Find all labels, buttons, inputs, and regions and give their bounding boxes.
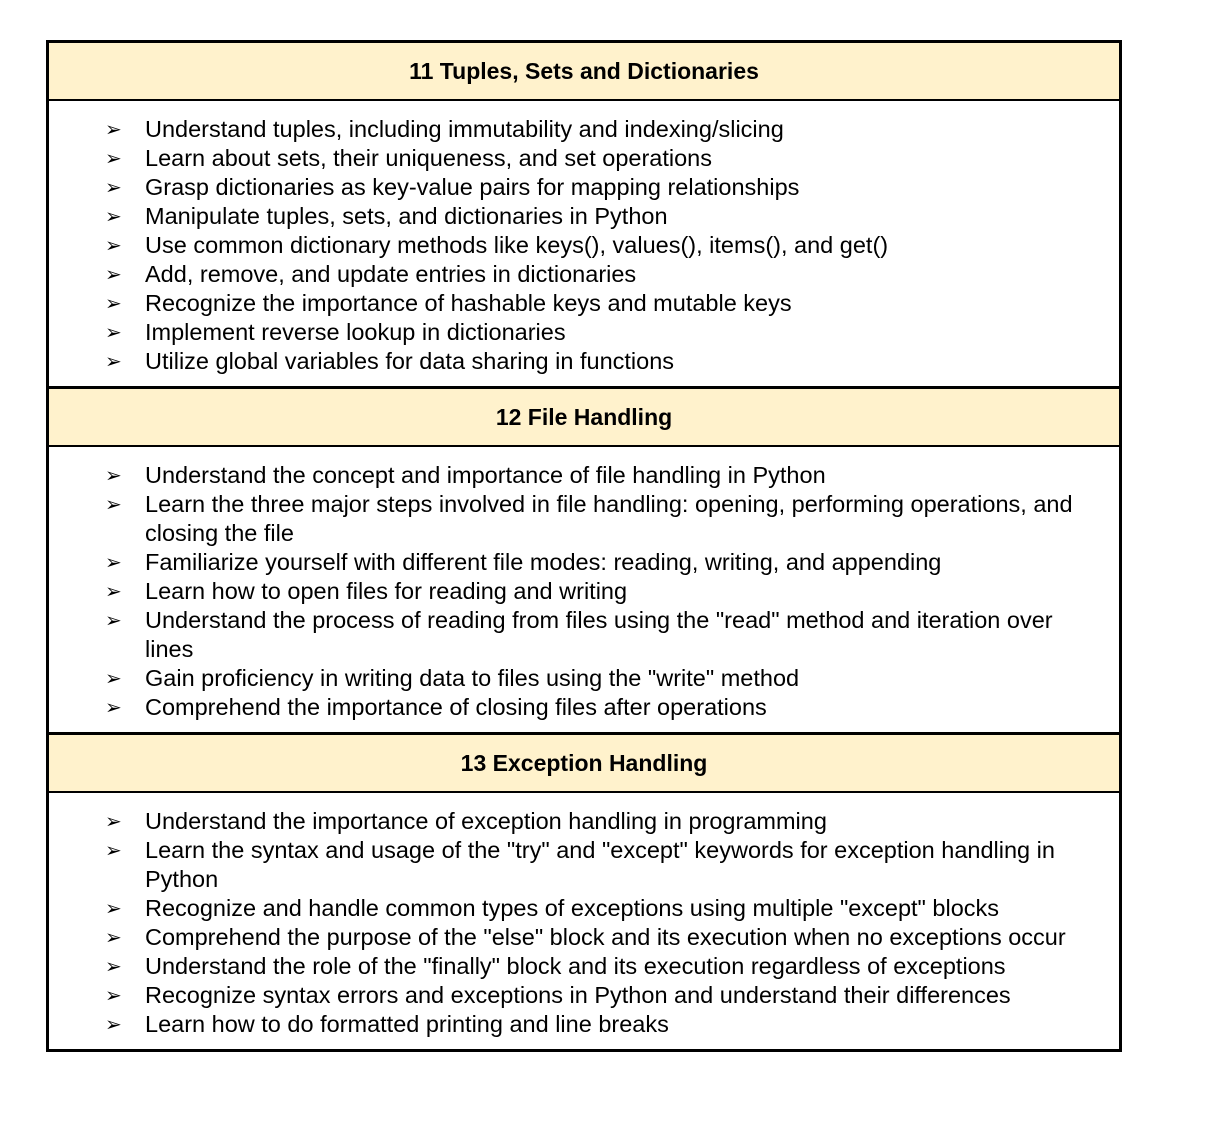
list-item (105, 894, 1095, 923)
list-item-text: Understand tuples, including immutability and indexing/slicing (145, 116, 784, 142)
list-item-text: Use common dictionary methods like keys(), values(), items(), and get() (145, 232, 889, 258)
section-title: 12 File Handling (49, 389, 1119, 447)
section-tuples-sets-dictionaries (49, 43, 1119, 389)
list-item-text: Grasp dictionaries as key-value pairs for mapping relationships (145, 174, 800, 200)
arrow-bullet-icon: ➢ (105, 666, 122, 690)
section-exception-handling (49, 735, 1119, 1049)
list-item (105, 260, 1095, 289)
list-item-text: Recognize syntax errors and exceptions in Python and understand their differences (145, 982, 1011, 1008)
list-item (105, 347, 1095, 376)
list-item-text: Learn the three major steps involved in file handling: opening, performing operations, and closing the file (145, 491, 1073, 546)
list-item (105, 923, 1095, 952)
list-item-text: Understand the concept and importance of file handling in Python (145, 462, 826, 488)
arrow-bullet-icon: ➢ (105, 463, 122, 487)
list-item (105, 173, 1095, 202)
arrow-bullet-icon: ➢ (105, 204, 122, 228)
list-item (105, 490, 1095, 548)
list-item-text: Gain proficiency in writing data to files using the "write" method (145, 665, 800, 691)
list-item (105, 144, 1095, 173)
list-item-text: Implement reverse lookup in dictionaries (145, 319, 566, 345)
list-item-text: Add, remove, and update entries in dictionaries (145, 261, 637, 287)
list-item (105, 606, 1095, 664)
arrow-bullet-icon: ➢ (105, 695, 122, 719)
arrow-bullet-icon: ➢ (105, 579, 122, 603)
list-item (105, 461, 1095, 490)
list-item (105, 1010, 1095, 1039)
list-item-text: Understand the role of the "finally" block and its execution regardless of exceptions (145, 953, 1006, 979)
list-item (105, 115, 1095, 144)
objective-list (105, 807, 1095, 1039)
arrow-bullet-icon: ➢ (105, 117, 122, 141)
arrow-bullet-icon: ➢ (105, 954, 122, 978)
list-item-text: Comprehend the purpose of the "else" block and its execution when no exceptions occur (145, 924, 1066, 950)
list-item-text: Understand the process of reading from files using the "read" method and iteration over lines (145, 607, 1053, 662)
section-title: 11 Tuples, Sets and Dictionaries (49, 43, 1119, 101)
list-item-text: Comprehend the importance of closing files after operations (145, 694, 767, 720)
section-body (49, 447, 1119, 735)
list-item (105, 202, 1095, 231)
list-item-text: Learn how to do formatted printing and line breaks (145, 1011, 669, 1037)
list-item (105, 318, 1095, 347)
list-item (105, 952, 1095, 981)
objective-list (105, 461, 1095, 722)
syllabus-table (46, 40, 1122, 1052)
list-item-text: Manipulate tuples, sets, and dictionaries in Python (145, 203, 668, 229)
arrow-bullet-icon: ➢ (105, 349, 122, 373)
list-item (105, 981, 1095, 1010)
arrow-bullet-icon: ➢ (105, 608, 122, 632)
arrow-bullet-icon: ➢ (105, 233, 122, 257)
arrow-bullet-icon: ➢ (105, 550, 122, 574)
list-item-text: Understand the importance of exception handling in programming (145, 808, 827, 834)
arrow-bullet-icon: ➢ (105, 291, 122, 315)
section-title: 13 Exception Handling (49, 735, 1119, 793)
list-item-text: Utilize global variables for data sharing in functions (145, 348, 675, 374)
section-body (49, 101, 1119, 389)
section-file-handling (49, 389, 1119, 735)
list-item-text: Learn about sets, their uniqueness, and set operations (145, 145, 712, 171)
list-item (105, 807, 1095, 836)
arrow-bullet-icon: ➢ (105, 925, 122, 949)
arrow-bullet-icon: ➢ (105, 1012, 122, 1036)
arrow-bullet-icon: ➢ (105, 146, 122, 170)
list-item-text: Learn how to open files for reading and writing (145, 578, 628, 604)
list-item (105, 548, 1095, 577)
arrow-bullet-icon: ➢ (105, 492, 122, 516)
list-item (105, 836, 1095, 894)
list-item (105, 693, 1095, 722)
list-item-text: Recognize the importance of hashable keys and mutable keys (145, 290, 792, 316)
section-body (49, 793, 1119, 1049)
arrow-bullet-icon: ➢ (105, 262, 122, 286)
objective-list (105, 115, 1095, 376)
arrow-bullet-icon: ➢ (105, 838, 122, 862)
list-item (105, 289, 1095, 318)
list-item-text: Recognize and handle common types of exceptions using multiple "except" blocks (145, 895, 1000, 921)
list-item-text: Learn the syntax and usage of the "try" and "except" keywords for exception handling in Python (145, 837, 1055, 892)
list-item-text: Familiarize yourself with different file modes: reading, writing, and appending (145, 549, 942, 575)
list-item (105, 664, 1095, 693)
arrow-bullet-icon: ➢ (105, 983, 122, 1007)
list-item (105, 577, 1095, 606)
arrow-bullet-icon: ➢ (105, 320, 122, 344)
arrow-bullet-icon: ➢ (105, 896, 122, 920)
list-item (105, 231, 1095, 260)
arrow-bullet-icon: ➢ (105, 175, 122, 199)
arrow-bullet-icon: ➢ (105, 809, 122, 833)
